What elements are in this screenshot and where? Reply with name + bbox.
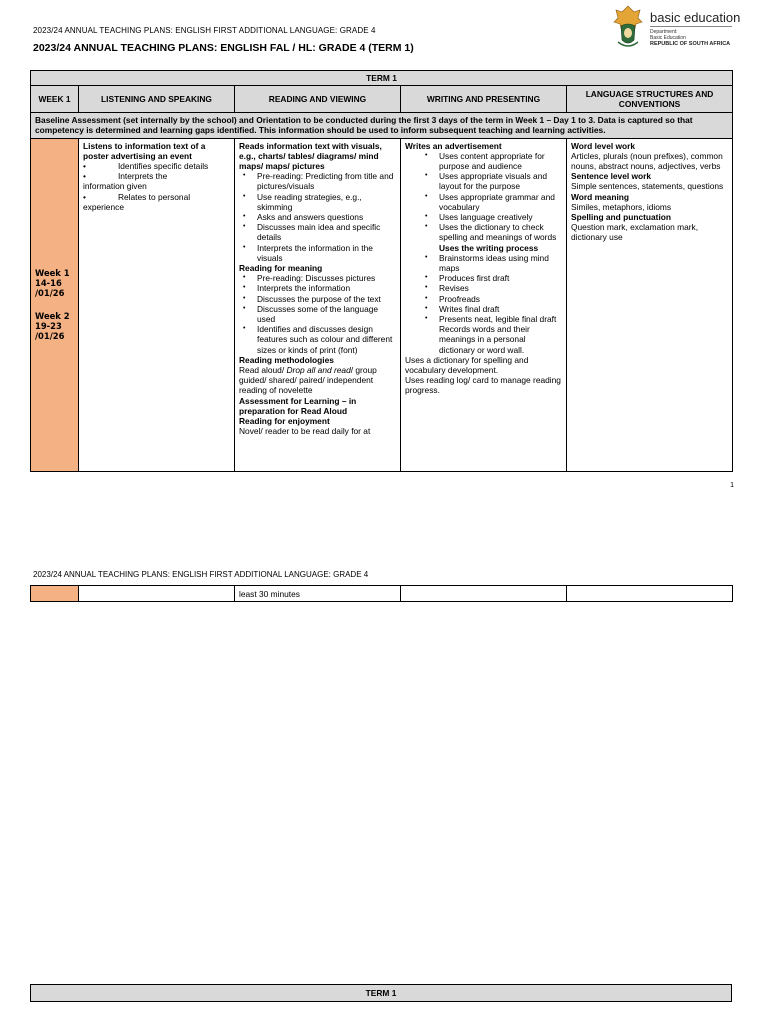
- listening-bullet-3: • Relates to personal: [83, 191, 191, 202]
- logo-brand-text: basic education: [650, 10, 741, 25]
- department-logo: [612, 4, 742, 54]
- writing-heading: Writes an advertisement: [405, 140, 502, 151]
- list-item: • Interprets the information in the visuals: [257, 243, 396, 263]
- logo-line-2: Basic Education: [650, 35, 686, 41]
- reading-list-2: [239, 273, 396, 355]
- continuation-reading-cell: least 30 minutes: [235, 586, 401, 602]
- sentence-level-heading: Sentence level work: [571, 171, 652, 182]
- col-header-writing: WRITING AND PRESENTING: [401, 86, 567, 113]
- baseline-row: [31, 113, 733, 138]
- word-meaning-heading: Word meaning: [571, 191, 630, 202]
- list-item: • Uses content appropriate for purpose and audience: [439, 151, 562, 171]
- page-number: 1: [730, 482, 734, 489]
- logo-divider: [650, 26, 732, 27]
- list-item: • Use reading strategies, e.g., skimming: [257, 192, 396, 212]
- week-1-label: Week 1: [35, 268, 70, 278]
- content-row: [31, 138, 733, 471]
- reading-list-1: [239, 171, 396, 263]
- list-item: • Writes final draft: [439, 304, 562, 314]
- document-title: 2023/24 ANNUAL TEACHING PLANS: ENGLISH FAL / HL: GRADE 4 (TERM 1): [33, 42, 414, 54]
- col-header-language: LANGUAGE STRUCTURES AND CONVENTIONS: [567, 86, 733, 113]
- col-header-week: WEEK 1: [31, 86, 79, 113]
- list-item: • Pre-reading: Discusses pictures: [257, 273, 396, 283]
- list-item: • Produces first draft: [439, 273, 562, 283]
- week-cell: [31, 138, 79, 471]
- listening-bullet-3-cont: experience: [83, 201, 124, 212]
- week-2-label: Week 2: [35, 310, 70, 321]
- list-item: • Pre-reading: Predicting from title and pictures/visuals: [257, 171, 396, 191]
- list-item: • Interprets the information: [257, 283, 396, 293]
- baseline-assessment-note: Baseline Assessment (set internally by the school) and Orientation to be conducted during the first 3 days of the term in Week 1 – Day 1 to 3. Data is captured so that competency is determined and learning gaps identified. This information should be used to inform subsequent teaching and learning activities.: [31, 113, 733, 138]
- list-item: • Discusses main idea and specific details: [257, 222, 396, 242]
- continuation-listening-cell: [79, 586, 235, 602]
- spelling-text: Question mark, exclamation mark, dictionary use: [571, 222, 699, 243]
- col-header-listening: LISTENING AND SPEAKING: [79, 86, 235, 113]
- reading-enjoyment-text: Novel/ reader to be read daily for at: [239, 426, 371, 437]
- list-item: • Discusses the purpose of the text: [257, 294, 396, 304]
- continuation-writing-cell: [401, 586, 567, 602]
- list-item: • Identifies and discusses design features such as colour and different sizes or kinds of print (font): [257, 324, 396, 355]
- writing-paragraph-2: Uses reading log/ card to manage reading progress.: [405, 375, 561, 396]
- reading-enjoyment-heading: Reading for enjoyment: [239, 416, 330, 427]
- page-2-header: 2023/24 ANNUAL TEACHING PLANS: ENGLISH FIRST ADDITIONAL LANGUAGE: GRADE 4: [33, 570, 369, 579]
- week-1-dates-month: /01/26: [35, 288, 65, 299]
- list-item: • Asks and answers questions: [257, 212, 396, 222]
- reading-meaning-heading: Reading for meaning: [239, 263, 323, 274]
- column-header-row: [31, 86, 733, 113]
- teaching-plan-table: [30, 70, 733, 472]
- writing-list-2: [405, 253, 562, 355]
- list-item: • Uses appropriate visuals and layout for the purpose: [439, 171, 562, 191]
- col-header-reading: READING AND VIEWING: [235, 86, 401, 113]
- writing-list-1: [405, 151, 562, 253]
- spelling-heading: Spelling and punctuation: [571, 212, 672, 223]
- listening-heading: Listens to information text of a poster advertising an event: [83, 140, 206, 161]
- assessment-heading: Assessment for Learning – in preparation for Read Aloud: [239, 395, 357, 416]
- word-level-heading: Word level work: [571, 140, 636, 151]
- logo-line-3: REPUBLIC OF SOUTH AFRICA: [650, 41, 731, 47]
- listening-bullet-2: • Interprets the: [83, 171, 168, 182]
- reading-heading: Reads information text with visuals, e.g., charts/ tables/ diagrams/ mind maps/ maps/ pictures: [239, 140, 382, 172]
- next-term-heading: TERM 1: [30, 984, 732, 1002]
- continuation-language-cell: [567, 586, 733, 602]
- coat-of-arms-icon: [612, 4, 644, 50]
- writing-paragraph-1: Uses a dictionary for spelling and vocabulary development.: [405, 354, 529, 376]
- writing-cell: [401, 138, 567, 471]
- language-cell: [567, 138, 733, 471]
- list-item: • Presents neat, legible final draft Records words and their meanings in a personal dictionary or word wall.: [439, 314, 562, 355]
- continuation-week-cell: [31, 586, 79, 602]
- reading-methodologies-text: Read aloud/ Drop all and read/ group guided/ shared/ paired/ independent reading of novelette: [239, 365, 377, 396]
- list-item: • Revises: [439, 283, 562, 293]
- list-item: • Uses language creatively: [439, 212, 562, 222]
- listening-cell: [79, 138, 235, 471]
- listening-bullet-2-cont: information given: [83, 181, 147, 192]
- word-meaning-text: Similes, metaphors, idioms: [571, 201, 672, 212]
- continuation-table: [30, 585, 733, 602]
- listening-bullet-1: • Identifies specific details: [83, 161, 209, 172]
- reading-cell: [235, 138, 401, 471]
- logo-line-1: Department:: [650, 29, 678, 35]
- term-heading: TERM 1: [31, 71, 733, 86]
- list-item: • Uses appropriate grammar and vocabulary: [439, 192, 562, 212]
- list-item: • Uses the dictionary to check spelling and meanings of words Uses the writing process: [439, 222, 562, 253]
- list-item: • Brainstorms ideas using mind maps: [439, 253, 562, 273]
- document-header-small: 2023/24 ANNUAL TEACHING PLANS: ENGLISH FIRST ADDITIONAL LANGUAGE: GRADE 4: [33, 26, 376, 35]
- week-2-dates-month: /01/26: [35, 331, 65, 342]
- reading-methodologies-heading: Reading methodologies: [239, 354, 334, 365]
- term-row: [31, 71, 733, 86]
- table-row: [31, 586, 733, 602]
- list-item: • Proofreads: [439, 294, 562, 304]
- week-1-dates: 14-16: [35, 278, 62, 289]
- week-2-dates: 19-23: [35, 320, 62, 331]
- sentence-level-text: Simple sentences, statements, questions: [571, 181, 724, 192]
- list-item: • Discusses some of the language used: [257, 304, 396, 324]
- word-level-text: Articles, plurals (noun prefixes), common nouns, abstract nouns, adjectives, verbs: [571, 150, 723, 172]
